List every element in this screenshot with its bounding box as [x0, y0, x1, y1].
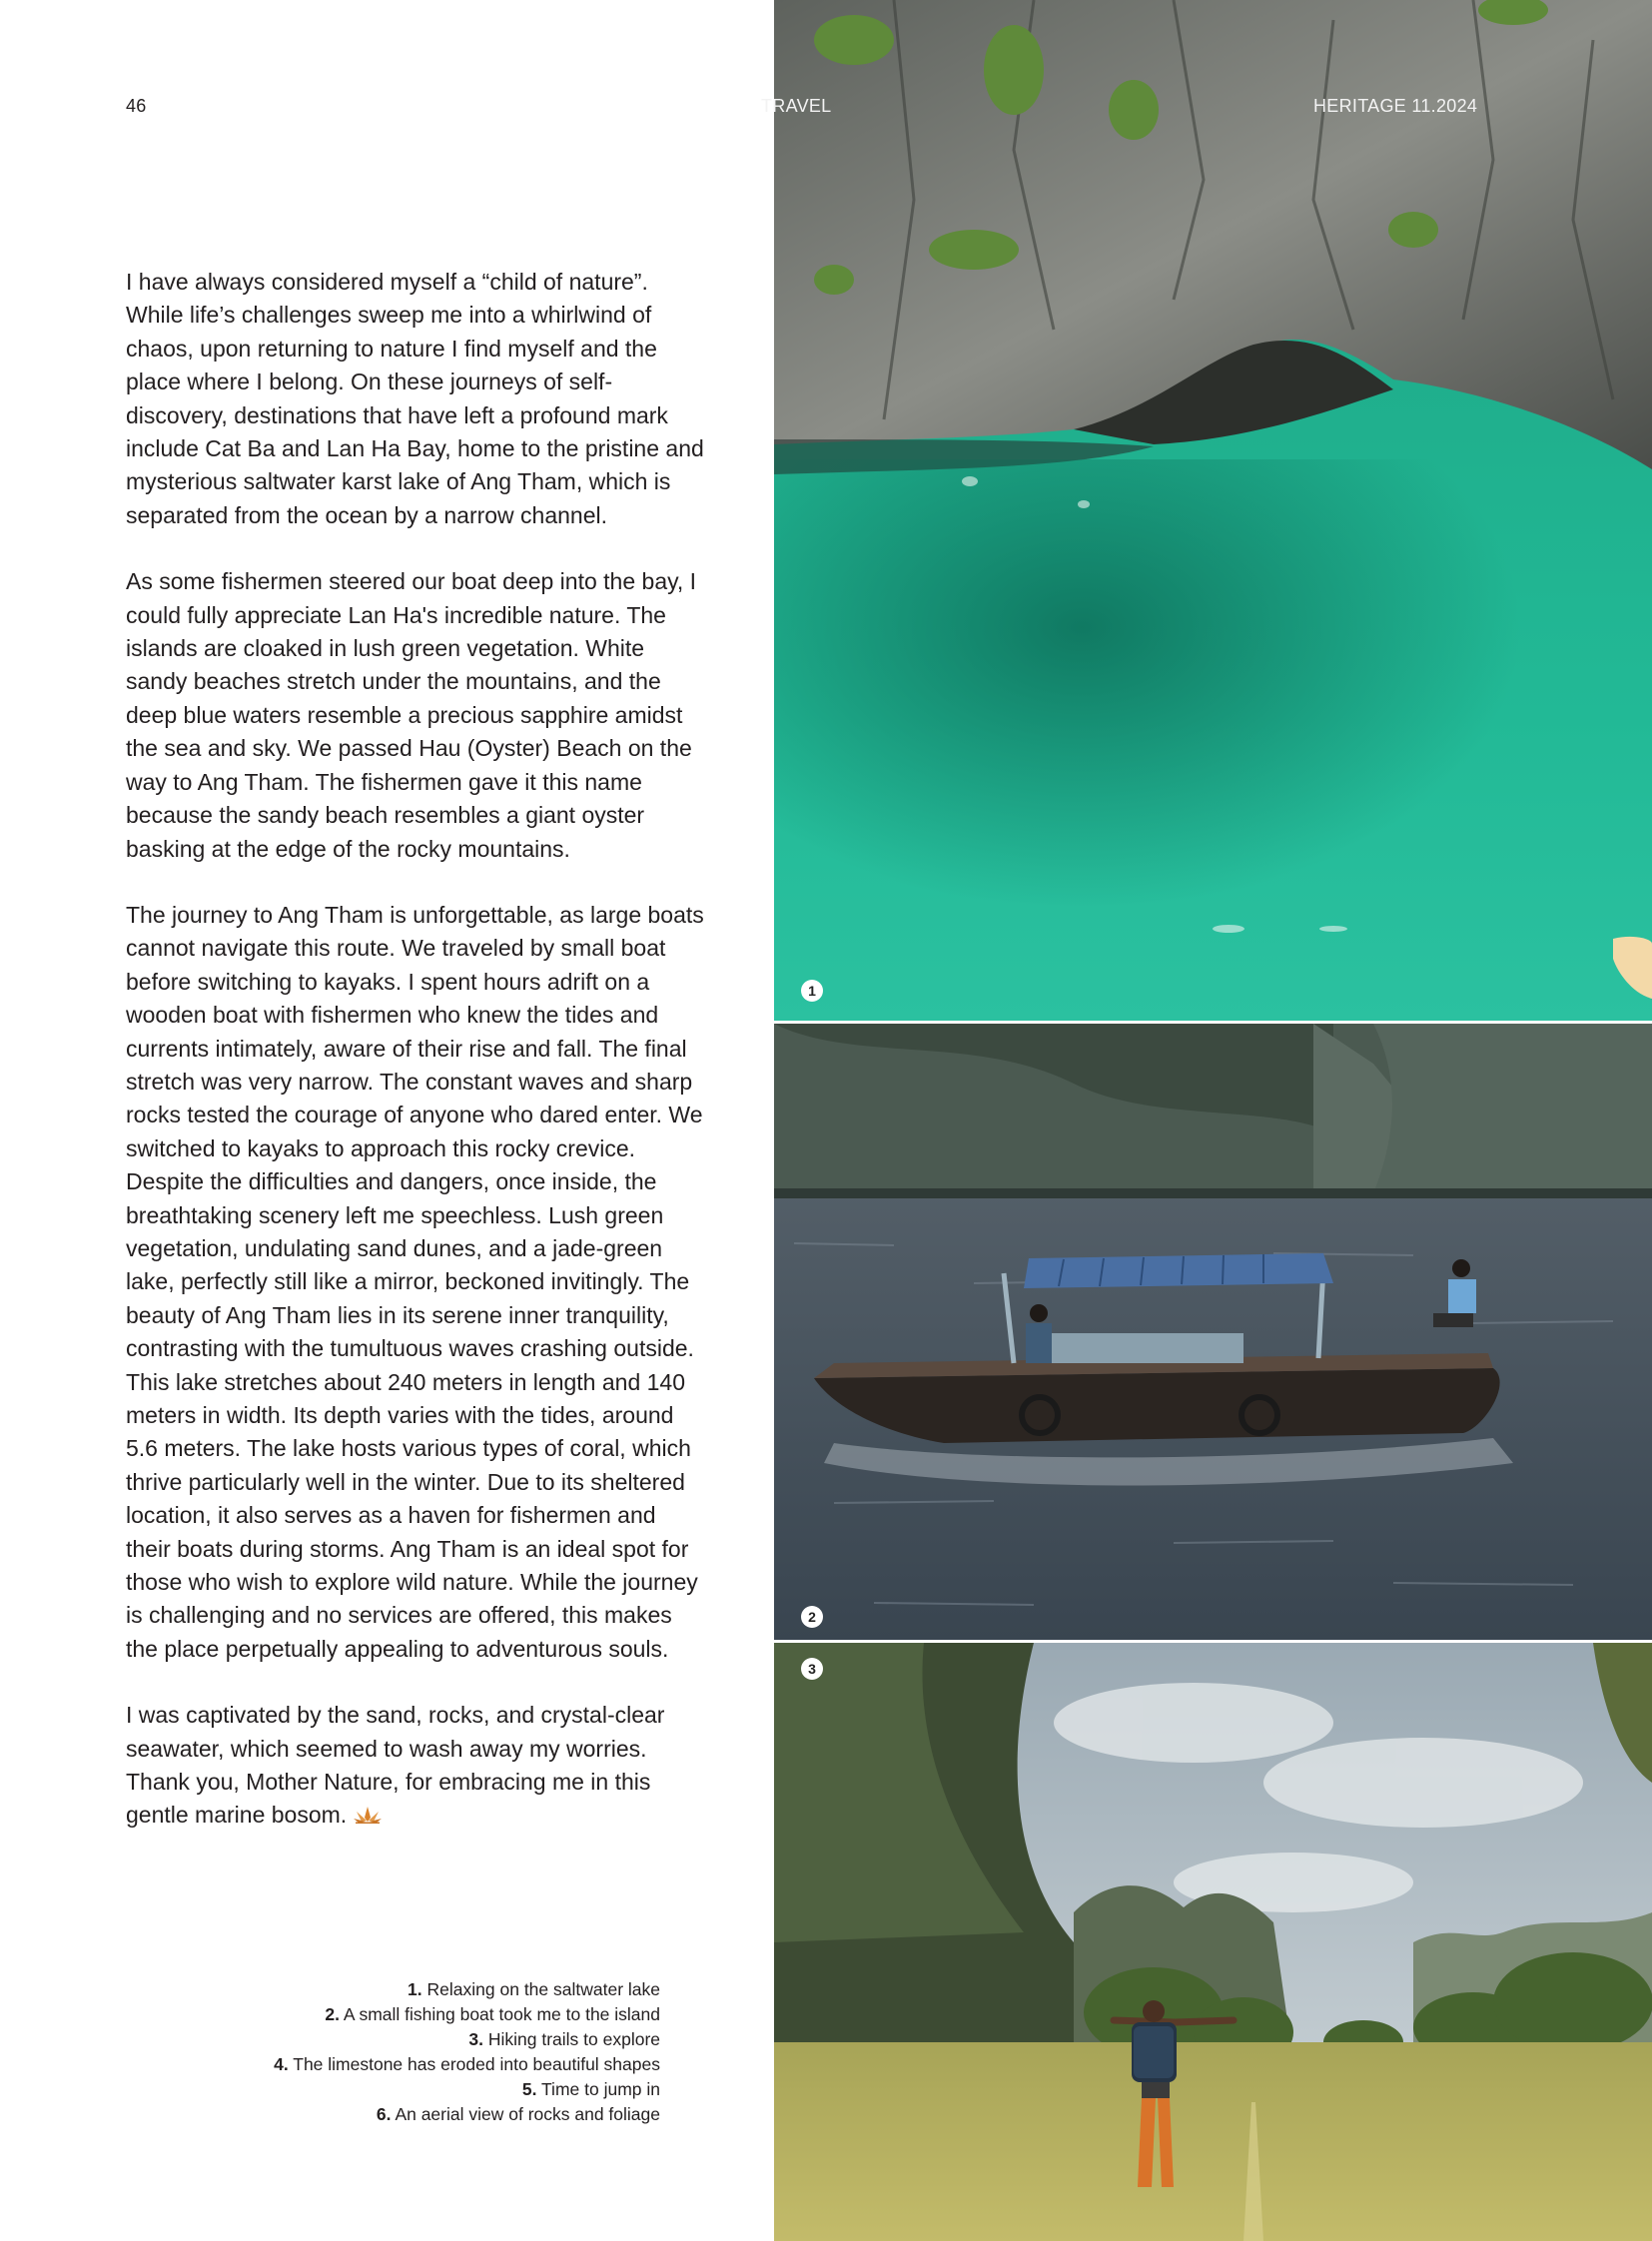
article-paragraph: The journey to Ang Tham is unforgettable, as large boats cannot navigate this route. We traveled by small boat before switching to kayaks. I spent hours adrift on a wooden boat with fishermen who knew the tides and currents intimately, aware of their rise and fall. The final stretch was very narrow. The constant waves and sharp rocks tested the courage of anyone who dared enter. We switched to kayaks to approach this rocky crevice. Despite the difficulties and dangers, once inside, the breathtaking scenery left me speechless. Lush green vegetation, undulating sand dunes, and a jade-green lake, perfectly still like a mirror, beckoned invitingly. The beauty of Ang Tham lies in its serene inner tranquility, contrasting with the tumultuous waves crashing outside. This lake stretches about 240 meters in length and 140 meters in width. Its depth varies with the tides, around 5.6 meters. The lake hosts various types of coral, which thrive particularly well in the winter. Due to its sheltered location, it also serves as a haven for fishermen and their boats during storms. Ang Tham is an ideal spot for those who wish to explore wild nature. While the journey is challenging and no services are offered, this makes the place perpetually appealing to adventurous souls. [126, 901, 704, 1662]
photo-hiker-valley [774, 1643, 1652, 2241]
caption-text: Relaxing on the saltwater lake [426, 1979, 660, 1999]
caption-line [274, 2102, 660, 2127]
caption-number: 2. [325, 2004, 340, 2024]
photo-number-badge: 1 [801, 980, 823, 1002]
caption-number: 3. [468, 2029, 483, 2049]
caption-line [274, 2002, 660, 2027]
caption-text: An aerial view of rocks and foliage [395, 2104, 660, 2124]
caption-line [274, 1977, 660, 2002]
photo-captions [274, 1977, 660, 2127]
caption-text: Time to jump in [541, 2079, 660, 2099]
caption-number: 4. [274, 2054, 289, 2074]
lotus-end-mark-icon [353, 1806, 383, 1824]
caption-number: 1. [408, 1979, 422, 1999]
photo-number-badge: 2 [801, 1606, 823, 1628]
article-body [126, 266, 705, 1866]
photo-lagoon-cliff [774, 0, 1652, 1021]
caption-text: Hiking trails to explore [487, 2029, 660, 2049]
issue-label: HERITAGE 11.2024 [1313, 96, 1478, 116]
article-paragraph: I have always considered myself a “child of nature”. While life’s challenges sweep me into a whirlwind of chaos, upon returning to nature I find myself and the place where I belong. On these journeys of self-discovery, destinations that have left a profound mark include Cat Ba and Lan Ha Bay, home to the pristine and mysterious saltwater karst lake of Ang Tham, which is separated from the ocean by a narrow channel. [126, 269, 704, 528]
page-number: 46 [126, 96, 147, 116]
photo-fishing-boat [774, 1024, 1652, 1640]
section-label: TRAVEL [761, 96, 832, 116]
article-paragraph: As some fishermen steered our boat deep into the bay, I could fully appreciate Lan Ha's incredible nature. The islands are cloaked in lush green vegetation. White sandy beaches stretch under the mountains, and the deep blue waters resemble a precious sapphire amidst the sea and sky. We passed Hau (Oyster) Beach on the way to Ang Tham. The fishermen gave it this name because the sandy beach resembles a giant oyster basking at the edge of the rocky mountains. [126, 568, 697, 862]
caption-text: The limestone has eroded into beautiful shapes [293, 2054, 660, 2074]
article-paragraph-text: I was captivated by the sand, rocks, and crystal-clear seawater, which seemed to wash away my worries. Thank you, Mother Nature, for embracing me in this gentle marine bosom. [126, 1702, 665, 1829]
caption-line [274, 2052, 660, 2077]
caption-text: A small fishing boat took me to the island [343, 2004, 660, 2024]
caption-line [274, 2027, 660, 2052]
caption-number: 5. [521, 2079, 537, 2099]
caption-number: 6. [376, 2104, 392, 2124]
article-paragraph [126, 1699, 705, 1833]
photo-number-badge: 3 [801, 1658, 823, 1680]
caption-line [274, 2077, 660, 2102]
